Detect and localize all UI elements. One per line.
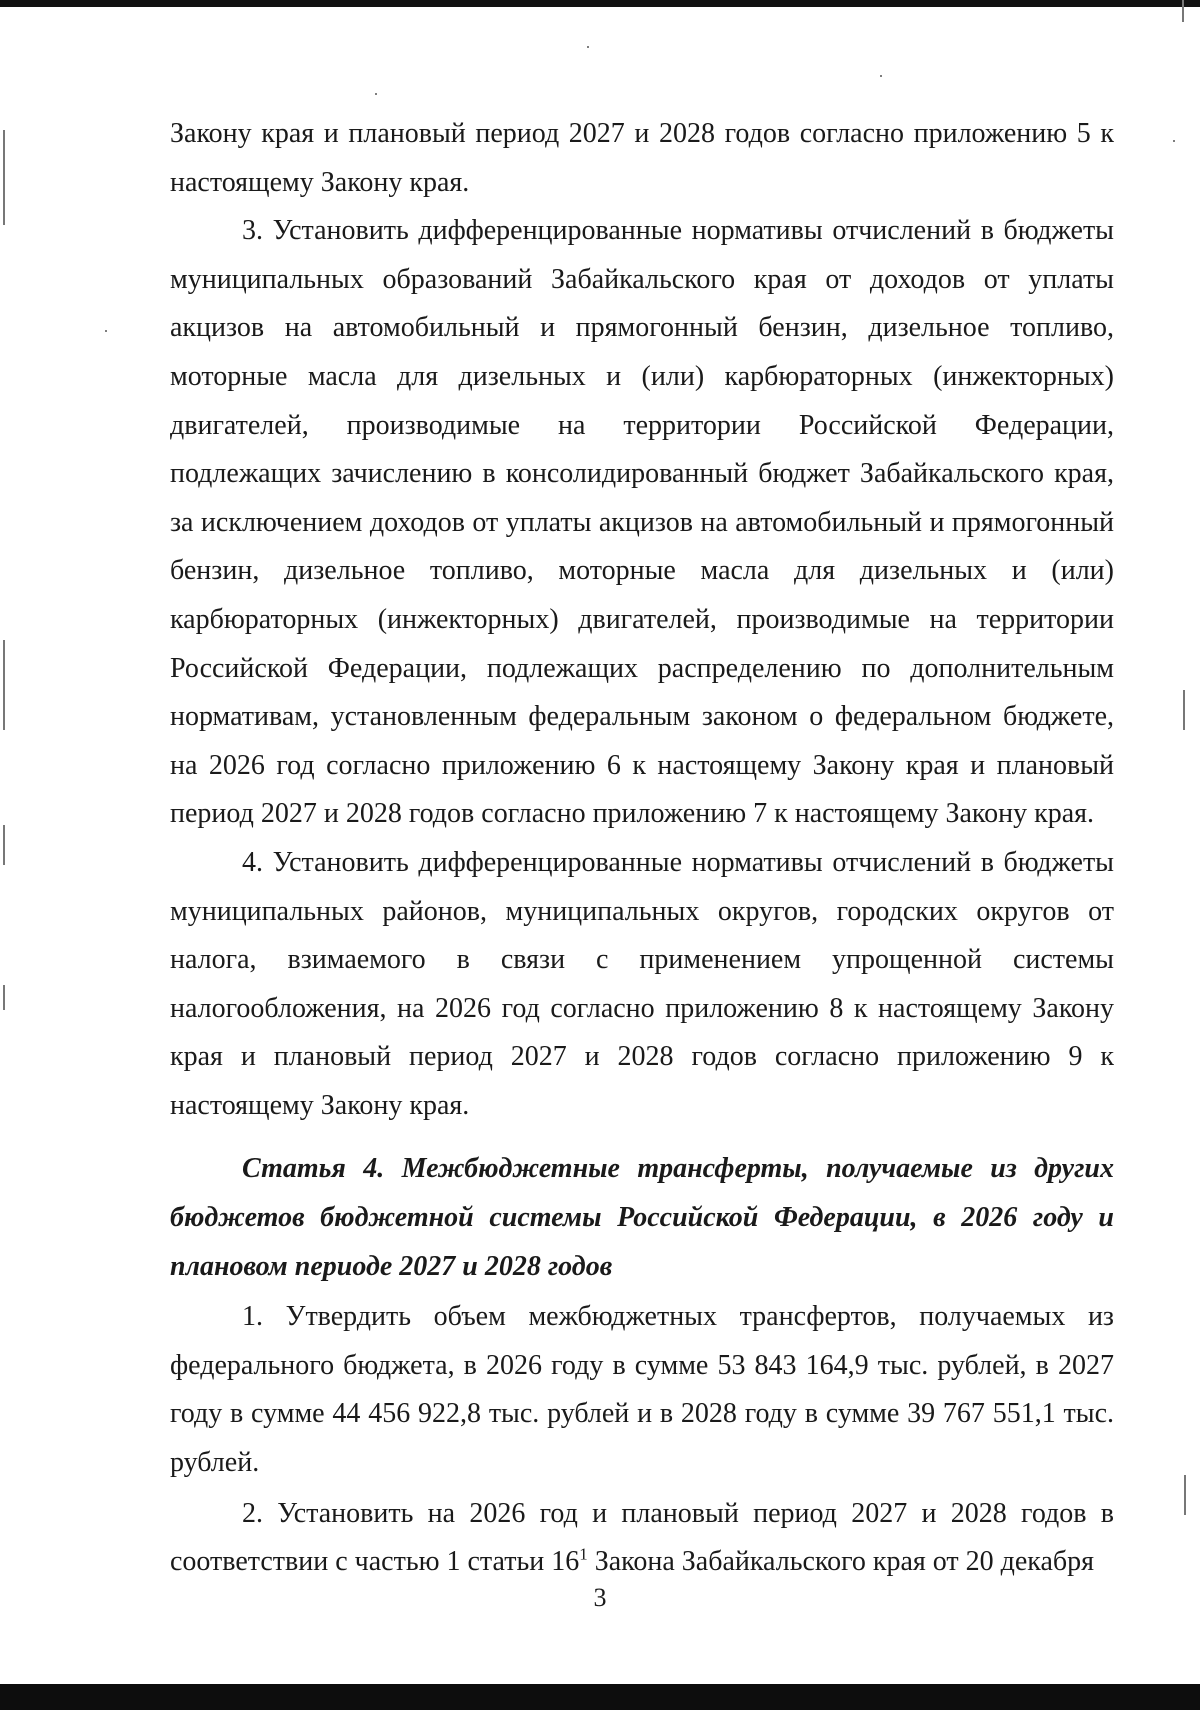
scan-top-border (0, 0, 1200, 7)
scan-artifact-right-2 (1183, 690, 1185, 730)
paragraph-continuation: Закону края и плановый период 2027 и 2028 годов согласно приложению 5 к настоящему Закону края. (170, 118, 1114, 198)
scan-speck (105, 330, 107, 332)
paragraph-article-4-item-2 (170, 1490, 1114, 1587)
scan-bottom-border (0, 1684, 1200, 1710)
scan-speck (375, 93, 377, 95)
scan-speck (880, 75, 882, 77)
page-number: 3 (593, 1583, 607, 1612)
paragraph-text-after: Закона Забайкальского края от 20 декабря (587, 1546, 1095, 1578)
article-4-heading: Статья 4. Межбюджетные трансферты, получаемые из других бюджетов бюджетной системы Российской Федерации, в 2026 году и плановом периоде 2027 и 2028 годов (170, 1153, 1114, 1282)
paragraph-article-4-item-1: 1. Утвердить объем межбюджетных трансфертов, получаемых из федерального бюджета, в 2026 году в сумме 53 843 164,9 тыс. рублей, в 2027 году в сумме 44 456 922,8 тыс. рублей и в 2028 году в сумме 39 767 551,1 тыс. рублей. (170, 1301, 1114, 1479)
scan-speck (1173, 140, 1175, 142)
superscript: 1 (579, 1544, 588, 1564)
scan-speck (587, 46, 589, 48)
paragraph-item-4: 4. Установить дифференцированные нормативы отчислений в бюджеты муниципальных районов, муниципальных округов, городских округов от налога, взимаемого в связи с применением упрощенной системы налогообложения, на 2026 год согласно приложению 8 к настоящему Закону края и плановый период 2027 и 2028 годов согласно приложению 9 к настоящему Закону края. (170, 846, 1114, 1121)
scan-artifact-left-3 (3, 825, 5, 865)
scan-artifact-right-1 (1182, 0, 1184, 22)
scan-artifact-left-4 (3, 985, 5, 1010)
scan-artifact-left-2 (3, 640, 5, 730)
scan-artifact-left-1 (3, 130, 5, 225)
paragraph-item-3: 3. Установить дифференцированные нормативы отчислений в бюджеты муниципальных образований Забайкальского края от доходов от уплаты акцизов на автомобильный и прямогонный бензин, дизельное топливо, моторные масла для дизельных и (или) карбюраторных (инжекторных) двигателей, производимые на территории Российской Федерации, подлежащих зачислению в консолидированный бюджет Забайкальского края, за исключением доходов от уплаты акцизов на автомобильный и прямогонный бензин, дизельное топливо, моторные масла для дизельных и (или) карбюраторных (инжекторных) двигателей, производимые на территории Российской Федерации, подлежащих распределению по дополнительным нормативам, установленным федеральным законом о федеральном бюджете, на 2026 год согласно приложению 6 к настоящему Закону края и плановый период 2027 и 2028 годов согласно приложению 7 к настоящему Закону края. (170, 215, 1114, 830)
paragraph-text-before: 2. Установить на 2026 год и плановый период 2027 и 2028 годов в соответствии с частью 1 статьи 16 (170, 1497, 1114, 1578)
scan-artifact-right-3 (1184, 1475, 1186, 1515)
document-page (170, 110, 1114, 1587)
